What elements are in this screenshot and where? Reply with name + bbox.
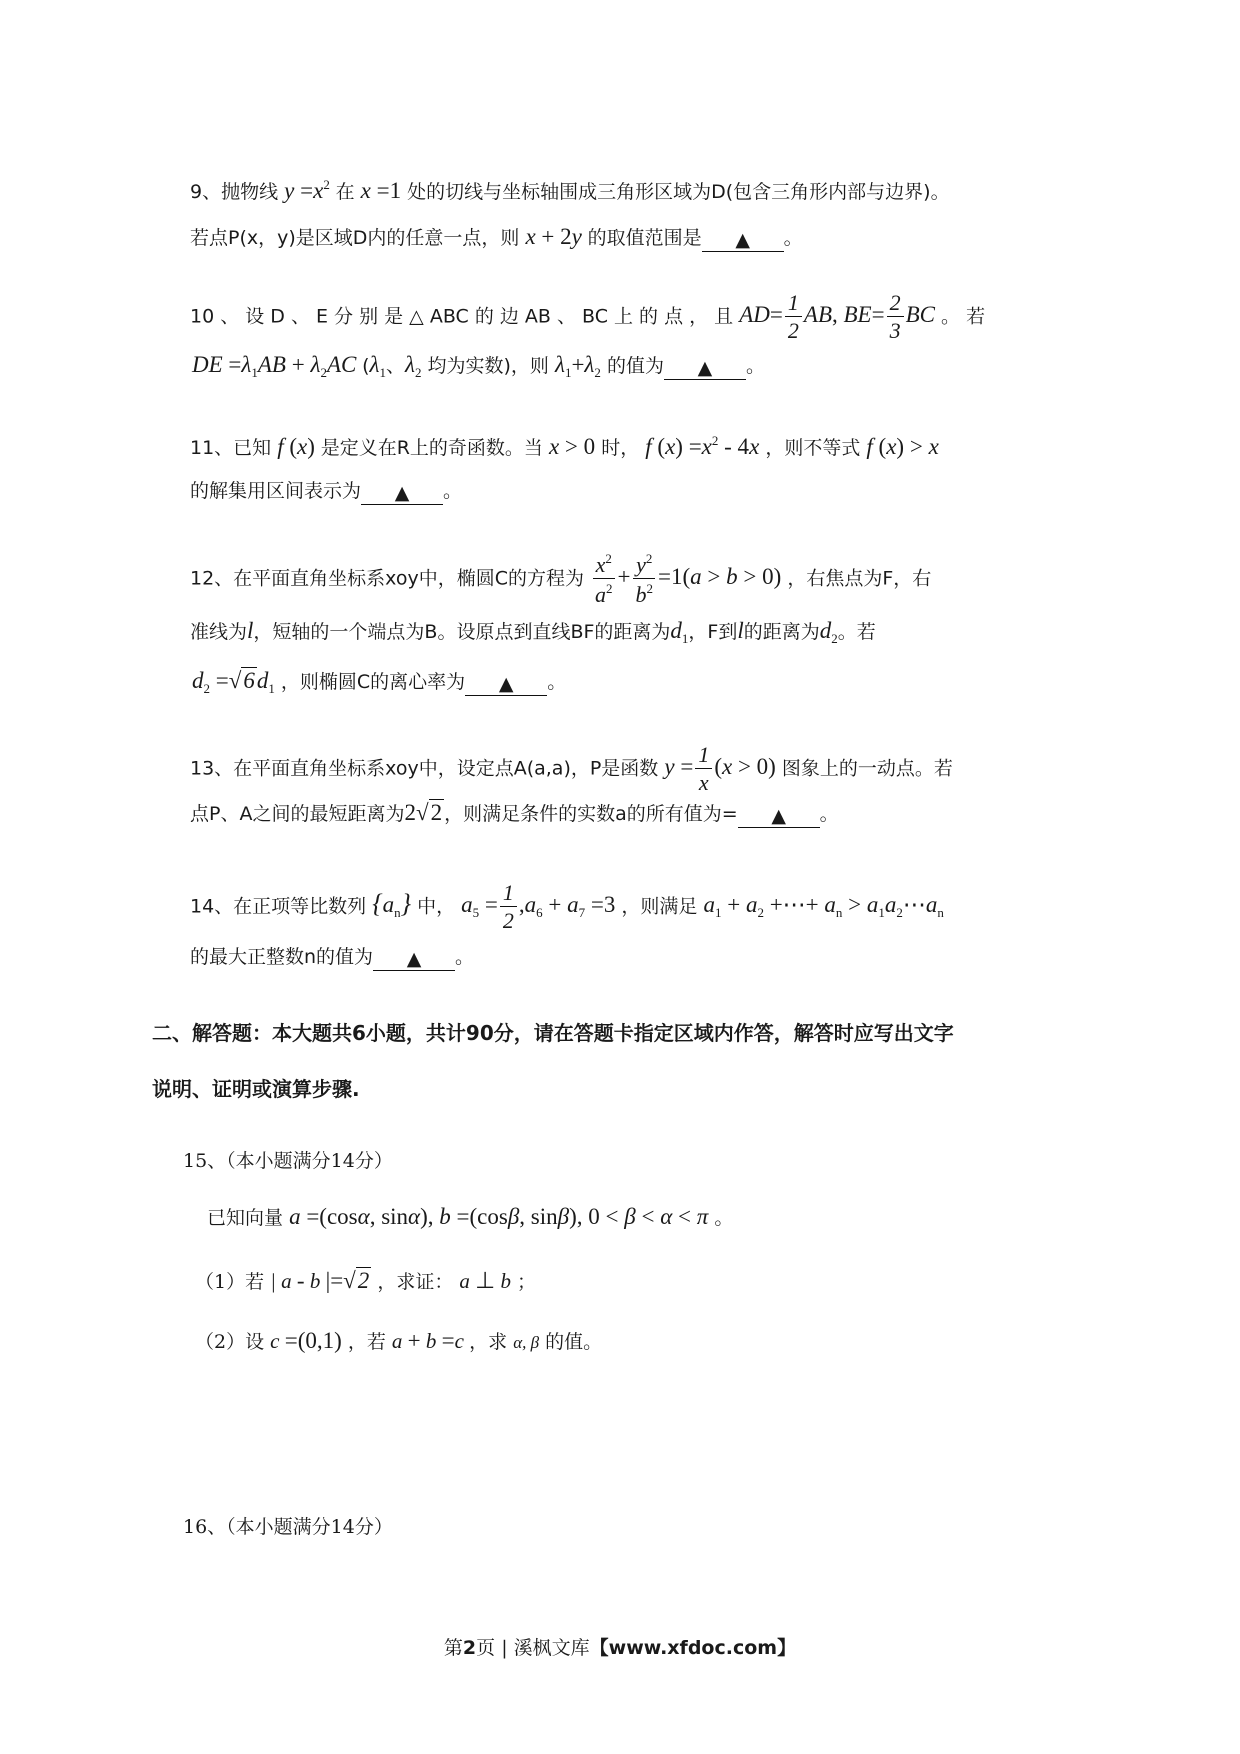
lambda-sum-formula: $\lambda_1+\lambda_2$: [554, 352, 601, 380]
min-distance-formula: 2√2: [404, 800, 443, 825]
question-13-line-1: 13、在平面直角坐标系xoy中，设定点A(a,a)，P是函数 y = $\frac{1}{x}$ (x > 0) 图象上的一动点。若: [190, 742, 953, 795]
section-2-heading-line-2: 说明、证明或演算步骤.: [152, 1077, 360, 1101]
x-positive-formula: x > 0: [548, 434, 596, 459]
vectors-definition-formula: a =(cosα, sinα), b =(cosβ, sinβ), 0 < β < α < π: [289, 1204, 709, 1229]
answer-blank[interactable]: ▲: [702, 229, 784, 252]
page-number: 2: [462, 1637, 477, 1659]
reciprocal-function-formula: y = $\frac{1}{x}$ (x > 0): [664, 742, 776, 795]
inequality-formula: f (x) > x: [866, 434, 939, 459]
f-of-x-formula: f (x): [277, 434, 315, 459]
q9-text: 9、抛物线: [190, 181, 279, 203]
question-15-statement: 已知向量 a =(cosα, sinα), b =(cosβ, sinβ), 0 < β < α < π 。: [207, 1204, 734, 1229]
question-9-line-1: [190, 168, 950, 209]
q9-text: 在: [335, 181, 355, 203]
q9-point-formula: x =1: [360, 178, 402, 203]
q10-text: 均为实数)，则: [427, 355, 549, 377]
line-l-symbol: l: [247, 618, 254, 643]
answer-blank[interactable]: ▲: [361, 482, 443, 505]
question-12-line-2: 准线为l，短轴的一个端点为B。设原点到直线BF的距离为$d_1$，F到l的距离为$d_2$。若: [190, 618, 876, 646]
lambda-2-symbol: $\lambda_2$: [404, 352, 422, 380]
question-10-line-2: DE $=\lambda_1AB + \lambda_2AC$ ($\lambda_1$、$\lambda_2$ 均为实数)，则 $\lambda_1+\lambda_2$ 的值为 ▲ 。: [192, 352, 765, 380]
question-15-title: 15、（本小题满分14分）: [183, 1150, 393, 1172]
q10-vector-formula: DE $=\lambda_1AB + \lambda_2AC$: [192, 352, 363, 380]
vector-c-formula: c =(0,1): [270, 1328, 342, 1353]
perpendicular-formula: a ⊥ b: [459, 1268, 511, 1293]
question-14-line-2: 的最大正整数n的值为 ▲ 。: [190, 946, 475, 970]
question-11-line-2: 的解集用区间表示为 ▲ 。: [190, 480, 463, 504]
function-definition-formula: f $(x) =x^2 - 4x$: [645, 433, 760, 459]
question-9-line-2: 若点P(x，y)是区域D内的任意一点，则 x + 2y 的取值范围是 ▲ 。: [190, 224, 803, 251]
vector-sum-formula: a + b =c: [391, 1328, 470, 1353]
question-11-line-1: 11、已知 f (x) 是定义在R上的奇函数。当 x > 0 时， f $(x) =x^2 - 4x$ ，则不等式 f (x) > x: [190, 433, 939, 459]
answer-blank[interactable]: ▲: [664, 357, 746, 380]
question-12-line-3: $d_2 =√6d_1$ ，则椭圆C的离心率为 ▲ 。: [192, 668, 567, 696]
line-l-symbol: l: [737, 618, 744, 643]
question-10-line-1: [190, 292, 985, 342]
ellipse-equation-formula: $\frac{x^2}{a^2}$ + $\frac{y^2}{b^2}$ =1(a > b > 0): [590, 564, 781, 589]
lambda-1-symbol: $\lambda_1$: [369, 352, 386, 380]
q9-text: 处的切线与坐标轴围成三角形区域为D(包含三角形内部与边界)。: [407, 181, 950, 203]
q9-text: 若点P(x，y)是区域D内的任意一点，则: [190, 227, 520, 249]
answer-blank[interactable]: ▲: [738, 805, 820, 828]
q10-condition-formula: AD= $\frac{1}{2}$ AB, BE= $\frac{2}{3}$ BC: [739, 290, 935, 343]
question-15-part-1: （1）若 | a - b |=√2 ，求证： a ⊥ b ；: [195, 1268, 537, 1293]
d1-symbol: $d_1$: [670, 618, 689, 646]
sequence-symbol: $\{a_n\}$: [372, 889, 412, 921]
site-link[interactable]: 【www.xfdoc.com】: [589, 1637, 797, 1659]
question-14-line-1: 14、在正项等比数列 $\{a_n\}$ 中， $a_5$ = $\frac{1}{2}$ $,a_6 + a_7 =3$ ，则满足 $a_1 + a_2$ +⋯+ $a_n$ > $a_1a_2\cdots a_n$: [190, 880, 944, 933]
q10-text: 。 若: [941, 305, 986, 328]
question-16-title: 16、（本小题满分14分）: [183, 1516, 393, 1538]
answer-blank[interactable]: ▲: [373, 948, 455, 971]
q9-parabola-formula: $y =x^2$: [284, 177, 330, 203]
section-2-heading-line-1: 二、解答题：本大题共6小题，共计90分，请在答题卡指定区域内作答，解答时应写出文字: [152, 1021, 954, 1045]
page-footer: 第2页 | 溪枫文库【www.xfdoc.com】: [443, 1637, 797, 1659]
question-12-line-1: 12、在平面直角坐标系xoy中，椭圆C的方程为 $\frac{x^2}{a^2}$ + $\frac{y^2}{b^2}$ =1(a > b > 0) ，右焦点为F，右: [190, 551, 932, 607]
sequence-condition-formula: $a_5$ = $\frac{1}{2}$ $,a_6 + a_7 =3$: [461, 880, 616, 933]
question-13-line-2: 点P、A之间的最短距离为2√2 ，则满足条件的实数a的所有值为= ▲ 。: [190, 800, 839, 827]
sum-product-inequality-formula: $a_1 + a_2$ +⋯+ $a_n$ > $a_1a_2\cdots a_n$: [703, 892, 944, 921]
d2-symbol: $d_2$: [819, 618, 838, 646]
distance-condition-formula: $d_2 =√6d_1$: [192, 668, 275, 696]
q9-text: 的取值范围是: [587, 227, 702, 249]
vector-difference-formula: | a - b |=√2: [270, 1268, 370, 1293]
q10-text: 10 、 设 D 、 E 分 别 是 △ ABC 的 边 AB 、 BC 上 的 点 ， 且: [190, 305, 734, 328]
answer-blank[interactable]: ▲: [465, 673, 547, 696]
q9-expression-formula: x + 2y: [525, 224, 588, 249]
question-15-part-2: （2）设 c =(0,1) ，若 a + b =c ，求 α, β 的值。: [195, 1328, 603, 1353]
alpha-beta-symbols: α, β: [513, 1333, 540, 1352]
